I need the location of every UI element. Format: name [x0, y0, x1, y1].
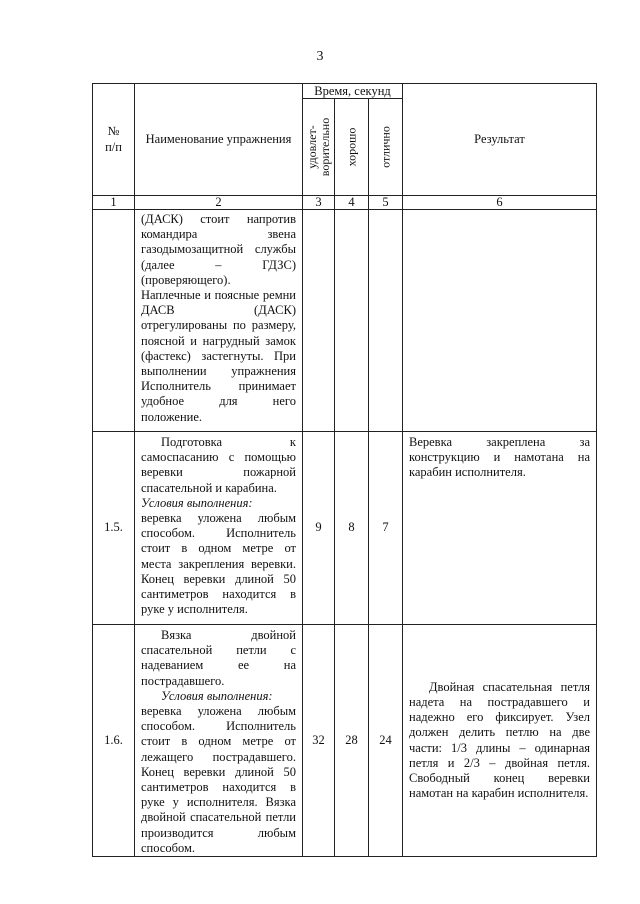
header-grade-satisfactory: удовлет- ворительно	[303, 99, 335, 196]
result-cell: Веревка закреплена за конструкцию и намотана на карабин исполнителя.	[403, 432, 597, 625]
table-row	[93, 625, 597, 857]
time-good: 8	[335, 432, 369, 625]
column-number: 1	[93, 196, 135, 210]
result-cell	[403, 210, 597, 432]
page-number: 3	[316, 49, 324, 64]
table-row	[93, 432, 597, 625]
header-grade-excellent: отлично	[369, 99, 403, 196]
time-good: 28	[335, 625, 369, 857]
exercise-title: Вязка двойной спасательной петли с надеванием ее на пострадавшего.	[141, 628, 296, 688]
table-row	[93, 210, 597, 432]
column-numbers-row	[93, 196, 597, 210]
row-number: 1.5.	[93, 432, 135, 625]
row-number	[93, 210, 135, 432]
column-number: 4	[335, 196, 369, 210]
exercise-title: Подготовка к самоспасанию с помощью веревки пожарной спасательной и карабина.	[141, 435, 296, 495]
header-result: Результат	[403, 84, 597, 196]
conditions-label: Условия выполнения:	[141, 495, 253, 510]
description-paragraph: (ДАСК) стоит напротив командира звена газодымозащитной службы (далее – ГДЗС) (проверяющего).	[141, 212, 296, 287]
exercise-description	[135, 210, 303, 432]
conditions-text: веревка уложена любым способом. Исполнитель стоит в одном метре от места закрепления веревки. Конец веревки длиной 50 сантиметров находится в руке у исполнителя.	[141, 511, 296, 617]
exercise-table	[92, 83, 597, 857]
column-number: 2	[135, 196, 303, 210]
header-exercise-name: Наименование упражнения	[135, 84, 303, 196]
description-paragraph: Наплечные и поясные ремни ДАСВ (ДАСК) отрегулированы по размеру, поясной и нагрудный замок (фастекс) застегнуты. При выполнении упражнения Исполнитель принимает удобное для него положение.	[141, 288, 296, 424]
time-excellent	[369, 210, 403, 432]
time-satisfactory: 9	[303, 432, 335, 625]
exercise-description	[135, 625, 303, 857]
time-satisfactory	[303, 210, 335, 432]
row-number: 1.6.	[93, 625, 135, 857]
time-satisfactory: 32	[303, 625, 335, 857]
result-cell: Двойная спасательная петля надета на пострадавшего и надежно его фиксирует. Узел должен делить петлю на две части: 1/3 длины – одинарная петля и 2/3 – двойная петля. Свободный конец веревки намотан на карабин исполнителя.	[403, 625, 597, 857]
exercise-description	[135, 432, 303, 625]
conditions-label: Условия выполнения:	[161, 688, 273, 703]
header-grade-good: хорошо	[335, 99, 369, 196]
column-number: 5	[369, 196, 403, 210]
conditions-text: веревка уложена любым способом. Исполнитель стоит в одном метре от лежащего пострадавшего. Конец веревки длиной 50 сантиметров находится в руке у исполнителя. Вязка двойной спасательной петли производится любым способом.	[141, 704, 296, 855]
column-number: 6	[403, 196, 597, 210]
header-time: Время, секунд	[303, 84, 403, 99]
header-number: № п/п	[93, 84, 135, 196]
time-excellent: 24	[369, 625, 403, 857]
column-number: 3	[303, 196, 335, 210]
time-excellent: 7	[369, 432, 403, 625]
time-good	[335, 210, 369, 432]
